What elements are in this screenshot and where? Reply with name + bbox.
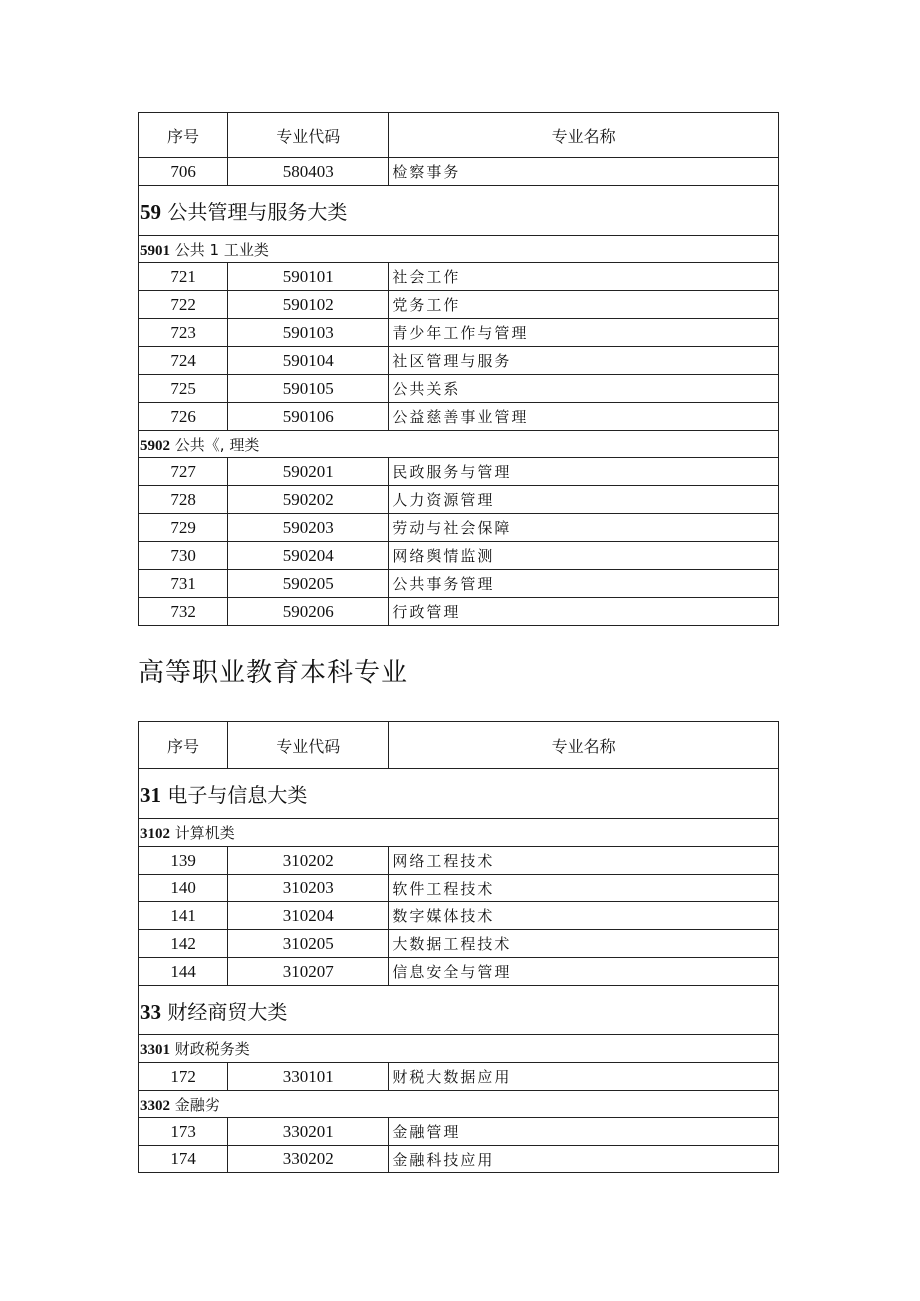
subcategory-name: 计算机类	[174, 824, 235, 842]
table-row	[139, 403, 779, 431]
row-no: 726	[139, 403, 228, 431]
subcategory-row	[139, 819, 779, 847]
row-name: 民政服务与管理	[389, 458, 779, 486]
header-name: 专业名称	[389, 722, 779, 769]
table-row	[139, 158, 779, 186]
row-no: 172	[139, 1063, 228, 1091]
table-row	[139, 263, 779, 291]
row-no: 727	[139, 458, 228, 486]
row-no: 173	[139, 1118, 228, 1146]
table-row	[139, 375, 779, 403]
row-name: 网络舆情监测	[389, 542, 779, 570]
row-no: 728	[139, 486, 228, 514]
row-code: 590102	[228, 291, 389, 319]
table-row	[139, 930, 779, 958]
row-name: 劳动与社会保障	[389, 514, 779, 542]
header-no: 序号	[139, 722, 228, 769]
subcategory-row	[139, 236, 779, 263]
category-row	[139, 186, 779, 236]
category-code: 59	[140, 200, 161, 224]
row-code: 590105	[228, 375, 389, 403]
row-no: 144	[139, 958, 228, 986]
row-code: 330201	[228, 1118, 389, 1146]
subcategory-code: 5902	[140, 437, 170, 454]
row-code: 310202	[228, 847, 389, 875]
row-no: 732	[139, 598, 228, 626]
row-code: 580403	[228, 158, 389, 186]
row-code: 310203	[228, 875, 389, 902]
row-code: 590201	[228, 458, 389, 486]
row-code: 330202	[228, 1146, 389, 1173]
category-row	[139, 986, 779, 1035]
row-code: 310204	[228, 902, 389, 930]
header-code: 专业代码	[228, 722, 389, 769]
subcategory-name: 公共《, 理类	[174, 435, 260, 454]
row-name: 青少年工作与管理	[389, 319, 779, 347]
row-no: 725	[139, 375, 228, 403]
row-code: 590204	[228, 542, 389, 570]
table-row	[139, 347, 779, 375]
table-row	[139, 291, 779, 319]
category-name: 公共管理与服务大类	[167, 200, 348, 224]
table-row	[139, 1146, 779, 1173]
major-table-2	[138, 721, 779, 1173]
subcategory-row	[139, 1035, 779, 1063]
row-name: 数字媒体技术	[389, 902, 779, 930]
row-name: 行政管理	[389, 598, 779, 626]
row-no: 174	[139, 1146, 228, 1173]
row-name: 公共事务管理	[389, 570, 779, 598]
header-code: 专业代码	[228, 113, 389, 158]
row-name: 信息安全与管理	[389, 958, 779, 986]
row-code: 590203	[228, 514, 389, 542]
row-code: 330101	[228, 1063, 389, 1091]
table-row	[139, 514, 779, 542]
row-code: 310205	[228, 930, 389, 958]
row-name: 软件工程技术	[389, 875, 779, 902]
row-name: 检察事务	[389, 158, 779, 186]
table-row	[139, 1063, 779, 1091]
table-row	[139, 598, 779, 626]
row-code: 590101	[228, 263, 389, 291]
table-row	[139, 875, 779, 902]
table-row	[139, 319, 779, 347]
table-header-row	[139, 113, 779, 158]
header-no: 序号	[139, 113, 228, 158]
row-name: 公益慈善事业管理	[389, 403, 779, 431]
row-name: 公共关系	[389, 375, 779, 403]
category-code: 31	[140, 783, 161, 807]
row-code: 590202	[228, 486, 389, 514]
row-no: 141	[139, 902, 228, 930]
row-no: 731	[139, 570, 228, 598]
table-row	[139, 570, 779, 598]
row-name: 财税大数据应用	[389, 1063, 779, 1091]
table-row	[139, 958, 779, 986]
category-name: 电子与信息大类	[167, 783, 308, 807]
subcategory-row	[139, 1091, 779, 1118]
row-code: 310207	[228, 958, 389, 986]
category-code: 33	[140, 999, 161, 1024]
table-row	[139, 542, 779, 570]
subcategory-code: 3301	[140, 1042, 170, 1058]
row-no: 724	[139, 347, 228, 375]
row-no: 721	[139, 263, 228, 291]
table-row	[139, 458, 779, 486]
row-name: 社区管理与服务	[389, 347, 779, 375]
row-code: 590206	[228, 598, 389, 626]
row-name: 社会工作	[389, 263, 779, 291]
subcategory-name: 金融劣	[174, 1095, 220, 1114]
table-header-row	[139, 722, 779, 769]
row-no: 139	[139, 847, 228, 875]
row-no: 723	[139, 319, 228, 347]
subcategory-code: 3302	[140, 1097, 170, 1114]
category-row	[139, 769, 779, 819]
major-table-1	[138, 112, 779, 626]
subcategory-row	[139, 431, 779, 458]
category-name: 财经商贸大类	[167, 999, 288, 1024]
subcategory-code: 3102	[140, 826, 170, 842]
subcategory-name: 财政税务类	[174, 1040, 250, 1058]
table-row	[139, 1118, 779, 1146]
row-no: 730	[139, 542, 228, 570]
row-name: 人力资源管理	[389, 486, 779, 514]
row-code: 590104	[228, 347, 389, 375]
row-code: 590106	[228, 403, 389, 431]
header-name: 专业名称	[389, 113, 779, 158]
row-code: 590205	[228, 570, 389, 598]
table-row	[139, 902, 779, 930]
row-name: 党务工作	[389, 291, 779, 319]
table-row	[139, 847, 779, 875]
row-name: 金融管理	[389, 1118, 779, 1146]
row-no: 142	[139, 930, 228, 958]
row-name: 金融科技应用	[389, 1146, 779, 1173]
row-no: 729	[139, 514, 228, 542]
row-code: 590103	[228, 319, 389, 347]
subcategory-code: 5901	[140, 242, 170, 259]
row-no: 722	[139, 291, 228, 319]
section-heading: 高等职业教育本科专业	[138, 658, 409, 688]
subcategory-name: 公共 1 工业类	[174, 240, 269, 259]
row-name: 网络工程技术	[389, 847, 779, 875]
row-no: 706	[139, 158, 228, 186]
table-row	[139, 486, 779, 514]
row-no: 140	[139, 875, 228, 902]
row-name: 大数据工程技术	[389, 930, 779, 958]
